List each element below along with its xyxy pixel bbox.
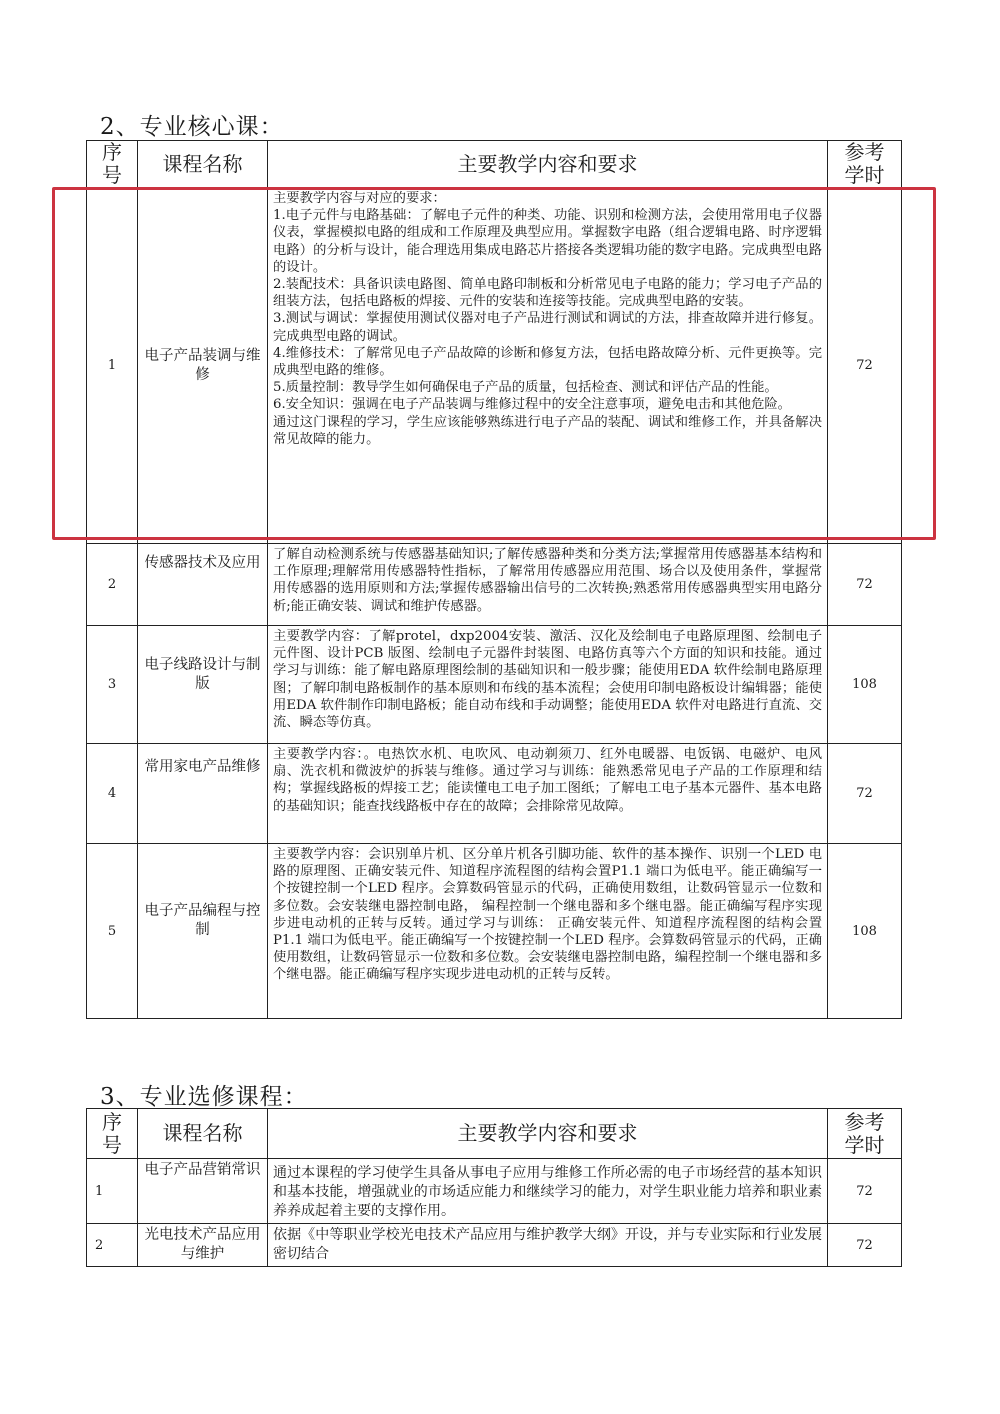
row-num: 1	[87, 188, 138, 544]
row-content	[268, 844, 828, 1019]
elective-courses-title: 3、专业选修课程：	[100, 1084, 308, 1110]
table-row	[87, 188, 902, 544]
row-hours: 72	[828, 744, 902, 844]
header-hours: 参考学时	[828, 141, 902, 188]
content-line: 主要教学内容：了解protel，dxp2004安装、激活、汉化及绘制电子电路原理图、绘制电子元件图、设计PCB 版图、绘制电子元器件封装图、电路仿真等六个方面的知识和技能。通过学习与训练：能了解电路原理图绘制的基础知识和一般步骤；能使用EDA 软件绘制电路原理图；了解印制电路板制作的基本原则和布线的基本流程；会使用印制电路板设计编辑器；能使用EDA 软件制作印制电路板；能自动布线和手动调整；能使用EDA 软件对电路进行直流、交流、瞬态等仿真。	[273, 629, 822, 731]
row-hours: 72	[828, 1159, 902, 1224]
content-line: 了解自动检测系统与传感器基础知识;了解传感器种类和分类方法;掌握常用传感器基本结构和工作原理;理解常用传感器特性指标，了解常用传感器应用范围、场合以及使用条件，掌握常用传感器的选用原则和方法;掌握传感器输出信号的二次转换;熟悉常用传感器典型实用电路分析;能正确安装、调试和维护传感器。	[273, 547, 822, 614]
row-content	[268, 544, 828, 626]
row-course-name: 电子产品编程与控制	[138, 844, 268, 1019]
table-row	[87, 626, 902, 744]
content-line: 主要教学内容：。电热饮水机、电吹风、电动剃须刀、红外电暖器、电饭锅、电磁炉、电风扇、洗衣机和微波炉的拆装与维修。通过学习与训练：能熟悉常见电子产品的工作原理和结构；掌握线路板的焊接工艺；能读懂电工电子加工图纸；了解电工电子基本元器件、基本电路的基础知识；能查找线路板中存在的故障；会排除常见故障。	[273, 747, 822, 814]
content-line: 4.维修技术：了解常见电子产品故障的诊断和修复方法，包括电路故障分析、元件更换等。完成典型电路的维修。	[273, 345, 822, 379]
row-content	[268, 626, 828, 744]
row-hours: 108	[828, 626, 902, 744]
row-hours: 72	[828, 544, 902, 626]
header-num: 序号	[87, 141, 138, 188]
core-courses-title: 2、专业核心课：	[100, 114, 284, 140]
content-line: 2.装配技术：具备识读电路图、简单电路印制板和分析常见电子电路的能力；学习电子产品的组装方法，包括电路板的焊接、元件的安装和连接等技能。完成典型电路的安装。	[273, 277, 822, 310]
row-course-name: 常用家电产品维修	[138, 744, 268, 844]
row-num: 4	[87, 744, 138, 844]
elective-header-row	[87, 1109, 902, 1159]
row-course-name: 电子产品装调与维修	[138, 188, 268, 544]
row-course-name: 电子线路设计与制版	[138, 626, 268, 744]
row-content	[268, 1224, 828, 1267]
content-line: 依据《中等职业学校光电技术产品应用与维护教学大纲》开设，并与专业实际和行业发展密切结合	[273, 1227, 822, 1262]
core-courses-table	[86, 140, 902, 1019]
row-hours: 72	[828, 1224, 902, 1267]
row-num: 5	[87, 844, 138, 1019]
row-num: 2	[87, 544, 138, 626]
row-course-name: 电子产品营销常识	[138, 1159, 268, 1224]
row-hours: 108	[828, 844, 902, 1019]
row-course-name: 传感器技术及应用	[138, 544, 268, 626]
row-num: 3	[87, 626, 138, 744]
row-hours: 72	[828, 188, 902, 544]
elective-courses-table	[86, 1108, 902, 1267]
header-num: 序号	[87, 1109, 138, 1159]
row-course-name: 光电技术产品应用与维护	[138, 1224, 268, 1267]
header-content: 主要教学内容和要求	[268, 141, 828, 188]
row-num: 2	[87, 1224, 138, 1267]
content-line: 5.质量控制：教导学生如何确保电子产品的质量，包括检查、测试和评估产品的性能。	[273, 380, 778, 396]
content-line: 主要教学内容与对应的要求：	[273, 191, 446, 206]
content-line: 3.测试与调试：掌握使用测试仪器对电子产品进行测试和调试的方法，排查故障并进行修复。完成典型电路的调试。	[273, 311, 822, 344]
core-header-row	[87, 141, 902, 188]
header-hours: 参考学时	[828, 1109, 902, 1159]
table-row	[87, 544, 902, 626]
row-content	[268, 744, 828, 844]
table-row	[87, 744, 902, 844]
content-line: 通过本课程的学习使学生具备从事电子应用与维修工作所必需的电子市场经营的基本知识和基本技能，增强就业的市场适应能力和继续学习的能力，对学生职业能力培养和职业素养养成起着主要的支撑作用。	[273, 1165, 822, 1219]
table-row	[87, 1224, 902, 1267]
content-line: 通过这门课程的学习，学生应该能够熟练进行电子产品的装配、调试和维修工作，并具备解决常见故障的能力。	[273, 414, 822, 447]
header-content: 主要教学内容和要求	[268, 1109, 828, 1159]
table-row	[87, 1159, 902, 1224]
content-line: 主要教学内容：会识别单片机、区分单片机各引脚功能、软件的基本操作、识别一个LED 电路的原理图、正确安装元件、知道程序流程图的结构会置P1.1 端口为低电平。能正确编写一个按键控制一个LED 程序。会算数码管显示的代码，正确使用数组，让数码管显示一位数和多位数。会安装继电器控制电路， 编程控制一个继电器和多个继电器。能正确编写程序实现步进电动机的正转与反转。通过学习与训练： 正确安装元件、知道程序流程图的结构会置P1.1 端口为低电平。能正确编写一个按键控制一个LED 程序。会算数码管显示的代码，正确使用数组，让数码管显示一位数和多位数。会安装继电器控制电路，编程控制一个继电器和多个继电器。能正确编写程序实现步进电动机的正转与反转。	[273, 847, 822, 983]
content-line: 1.电子元件与电路基础：了解电子元件的种类、功能、识别和检测方法，会使用常用电子仪器仪表，掌握模拟电路的组成和工作原理及典型应用。掌握数字电路（组合逻辑电路、时序逻辑电路）的分析与设计，能合理选用集成电路芯片搭接各类逻辑功能的数字电路。完成典型电路的设计。	[273, 208, 822, 275]
row-num: 1	[87, 1159, 138, 1224]
row-content	[268, 1159, 828, 1224]
table-row	[87, 844, 902, 1019]
row-content	[268, 188, 828, 544]
header-name: 课程名称	[138, 1109, 268, 1159]
content-line: 6.安全知识：强调在电子产品装调与维修过程中的安全注意事项，避免电击和其他危险。	[273, 397, 791, 413]
header-name: 课程名称	[138, 141, 268, 188]
